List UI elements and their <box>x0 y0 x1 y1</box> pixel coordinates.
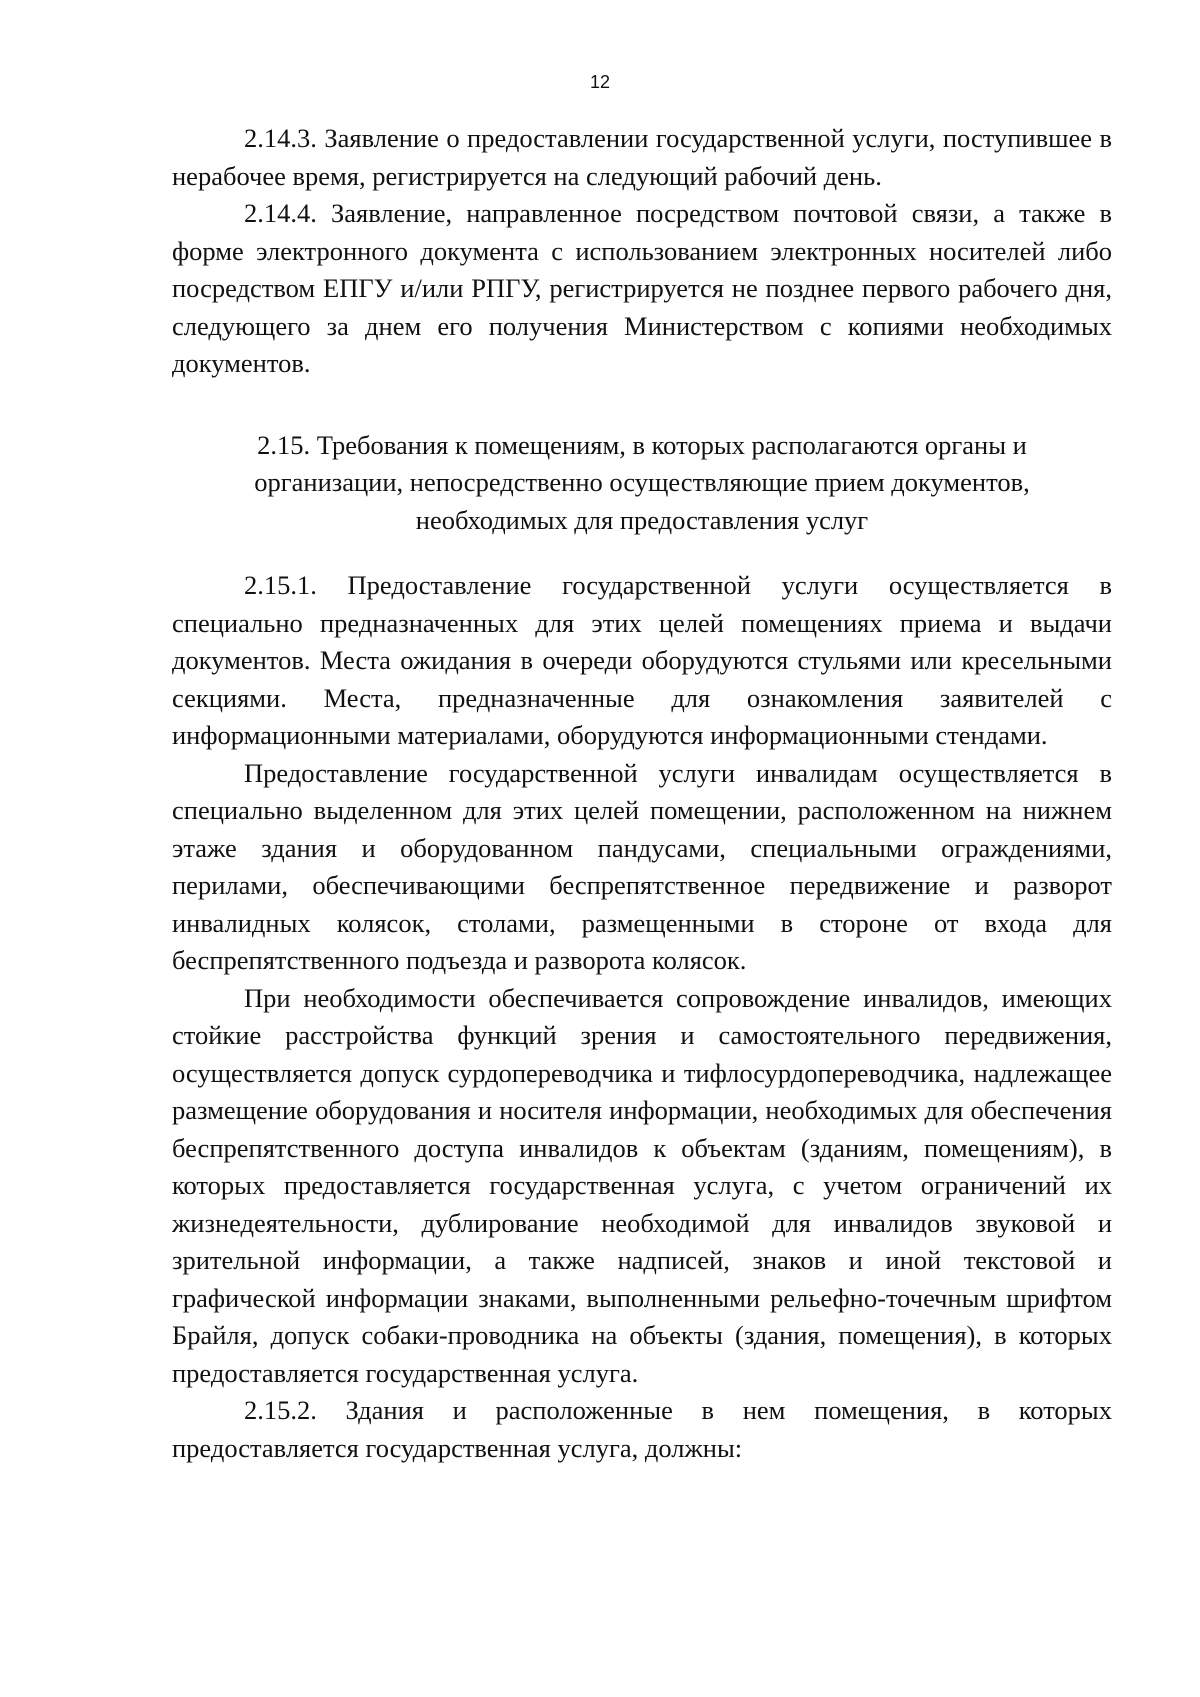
paragraph-2-14-4: 2.14.4. Заявление, направленное посредством почтовой связи, а также в форме электронного документа с использованием электронных носителей либо посредством ЕПГУ и/или РПГУ, регистрируется не позднее первого рабочего дня, следующего за днем его получения Министерством с копиями необходимых документов. <box>172 198 1112 378</box>
paragraph-assistance: При необходимости обеспечивается сопровождение инвалидов, имеющих стойкие расстройства функций зрения и самостоятельного передвижения, осуществляется допуск сурдопереводчика и тифлосурдопереводчика, надлежащее размещение оборудования и носителя информации, необходимых для обеспечения беспрепятственного доступа инвалидов к объектам (зданиям, помещениям), в которых предоставляется государственная услуга, с учетом ограничений их жизнедеятельности, дублирование необходимой для инвалидов звуковой и зрительной информации, а также надписей, знаков и иной текстовой и графической информации знаками, выполненными рельефно-точечным шрифтом Брайля, допуск собаки-проводника на объекты (здания, помещения), в которых предоставляется государственная услуга. <box>172 982 1112 1388</box>
section-heading-2-15 <box>172 427 1112 540</box>
paragraph-2-15-2: 2.15.2. Здания и расположенные в нем помещения, в которых предоставляется государственная услуга, должны: <box>172 1395 1112 1463</box>
section-heading-line: 2.15. Требования к помещениям, в которых располагаются органы и <box>257 429 1027 460</box>
page-number: 12 <box>589 72 611 92</box>
paragraph-2-15-1: 2.15.1. Предоставление государственной услуги осуществляется в специально предназначенных для этих целей помещениях приема и выдачи документов. Места ожидания в очереди оборудуются стульями или кресельными секциями. Места, предназначенные для ознакомления заявителей с информационными материалами, оборудуются информационными стендами. <box>172 570 1112 750</box>
section-heading-line: необходимых для предоставления услуг <box>415 504 869 535</box>
paragraph-disabled-access: Предоставление государственной услуги инвалидам осуществляется в специально выделенном для этих целей помещении, расположенном на нижнем этаже здания и оборудованном пандусами, специальными ограждениями, перилами, обеспечивающими беспрепятственное передвижение и разворот инвалидных колясок, столами, размещенными в стороне от входа для беспрепятственного подъезда и разворота колясок. <box>172 757 1112 975</box>
section-heading-line: организации, непосредственно осуществляющие прием документов, <box>254 467 1030 497</box>
paragraph-2-14-3: 2.14.3. Заявление о предоставлении государственной услуги, поступившее в нерабочее время, регистрируется на следующий рабочий день. <box>172 123 1112 191</box>
document-body <box>172 120 1112 1467</box>
